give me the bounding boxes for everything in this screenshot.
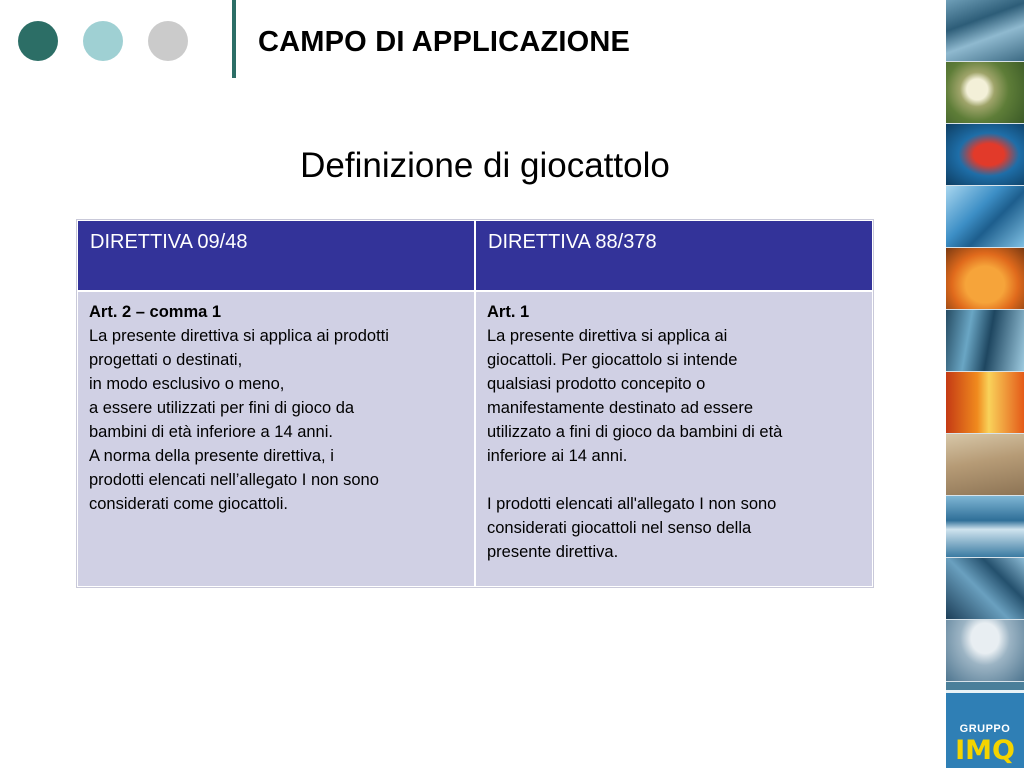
table-cell-directive-0948 xyxy=(77,291,475,587)
cell-text-line: giocattoli. Per giocattolo si intende xyxy=(487,351,738,369)
gruppo-imq-logo xyxy=(946,690,1024,768)
decorative-circle-dark xyxy=(18,21,58,61)
article-heading: Art. 1 xyxy=(487,303,530,321)
cell-text-line: in modo esclusivo o meno, xyxy=(89,375,285,393)
paragraph-gap xyxy=(487,468,861,492)
cell-text-line: La presente direttiva si applica ai prodotti xyxy=(89,327,389,345)
comparison-table xyxy=(76,219,874,588)
cell-text-line: manifestamente destinato ad essere xyxy=(487,399,753,417)
cell-text-line: I prodotti elencati all'allegato I non sono xyxy=(487,495,777,513)
photo-tile-tubes xyxy=(946,496,1024,558)
photo-tile-cables xyxy=(946,310,1024,372)
cell-text-line: presente direttiva. xyxy=(487,543,619,561)
photo-tile-dark-structure xyxy=(946,558,1024,620)
table-row xyxy=(77,291,873,587)
logo-text-gruppo: GRUPPO xyxy=(959,723,1011,735)
cell-text-line: A norma della presente direttiva, i xyxy=(89,447,334,465)
cell-text-line: qualsiasi prodotto concepito o xyxy=(487,375,706,393)
article-heading: Art. 2 – comma 1 xyxy=(89,303,222,321)
cell-text-line: considerati come giocattoli. xyxy=(89,495,289,513)
slide-subtitle: Definizione di giocattolo xyxy=(300,146,670,185)
decorative-circle-grey xyxy=(148,21,188,61)
decorative-circle-light xyxy=(83,21,123,61)
photo-tile-flower xyxy=(946,62,1024,124)
cell-text-line: prodotti elencati nell’allegato I non sono xyxy=(89,471,379,489)
cell-text-line: La presente direttiva si applica ai xyxy=(487,327,728,345)
column-header-directive-0948: DIRETTIVA 09/48 xyxy=(77,220,475,291)
title-divider xyxy=(232,0,236,78)
photo-tile-metal xyxy=(946,0,1024,62)
photo-tile-orange-dome xyxy=(946,248,1024,310)
table-header-row xyxy=(77,220,873,291)
slide-title: CAMPO DI APPLICAZIONE xyxy=(258,26,631,58)
cell-text-line: inferiore ai 14 anni. xyxy=(487,447,628,465)
column-header-directive-88378: DIRETTIVA 88/378 xyxy=(475,220,873,291)
cell-text-line: utilizzato a fini di gioco da bambini di età xyxy=(487,423,783,441)
photo-tile-red-object xyxy=(946,124,1024,186)
cell-text-line: a essere utilizzati per fini di gioco da xyxy=(89,399,355,417)
logo-text-imq: IMQ xyxy=(955,735,1015,766)
photo-tile-dishes xyxy=(946,620,1024,682)
cell-text-line: progettati o destinati, xyxy=(89,351,243,369)
decorative-photo-strip xyxy=(946,0,1024,768)
photo-tile-blue-shape xyxy=(946,186,1024,248)
photo-tile-beige-device xyxy=(946,434,1024,496)
photo-tile-fire xyxy=(946,372,1024,434)
cell-text-line: considerati giocattoli nel senso della xyxy=(487,519,752,537)
table-cell-directive-88378 xyxy=(475,291,873,587)
cell-text-line: bambini di età inferiore a 14 anni. xyxy=(89,423,333,441)
